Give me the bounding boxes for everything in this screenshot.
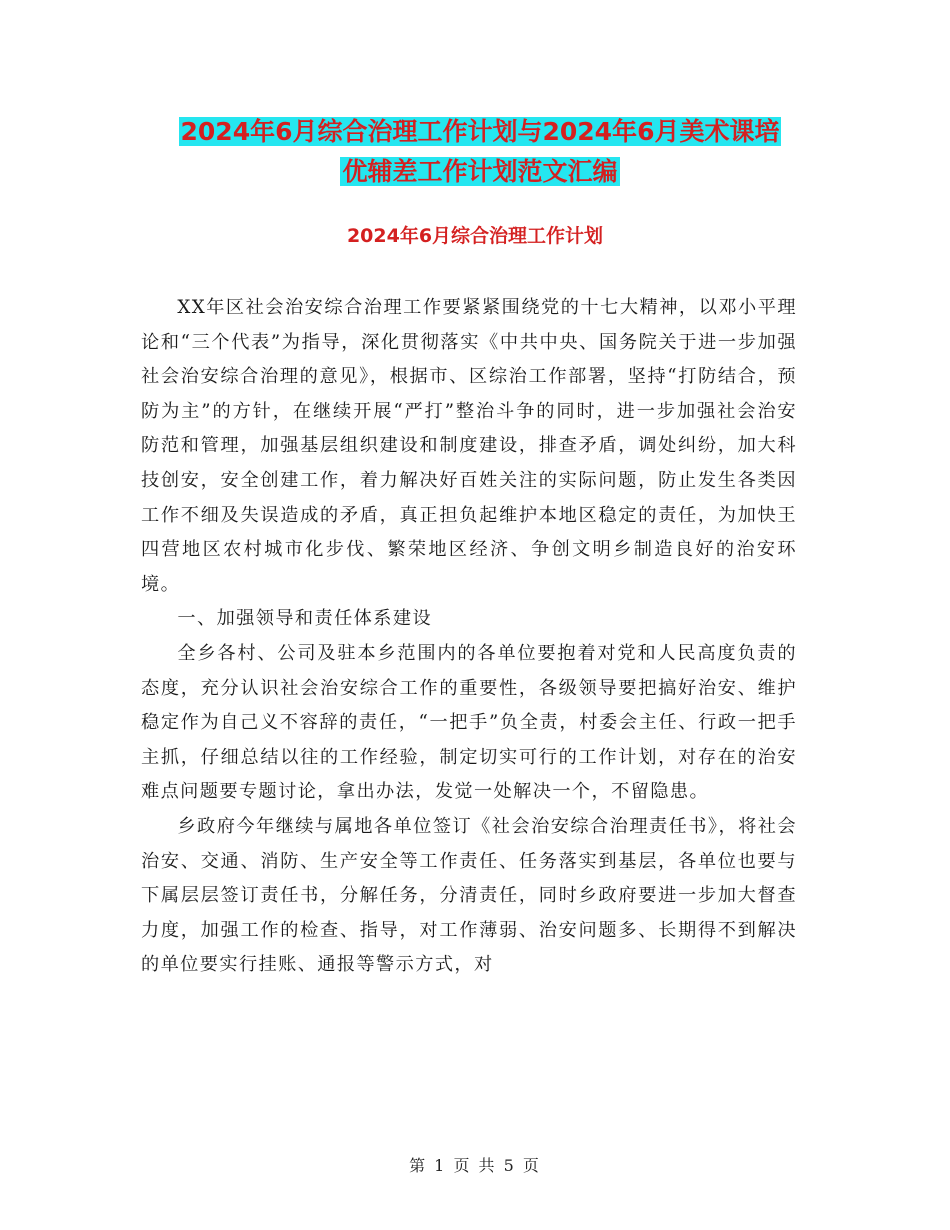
- paragraph: XX年区社会治安综合治理工作要紧紧围绕党的十七大精神，以邓小平理论和“三个代表”为指导，深化贯彻落实《中共中央、国务院关于进一步加强社会治安综合治理的意见》，根据市、区综治工作部署，坚持“打防结合，预防为主”的方针，在继续开展“严打”整治斗争的同时，进一步加强社会治安防范和管理，加强基层组织建设和制度建设，排查矛盾，调处纠纷，加大科技创安，安全创建工作，着力解决好百姓关注的实际问题，防止发生各类因工作不细及失误造成的矛盾，真正担负起维护本地区稳定的责任，为加快王四营地区农村城市化步伐、繁荣地区经济、争创文明乡制造良好的治安环境。: [141, 297, 797, 595]
- paragraph: 乡政府今年继续与属地各单位签订《社会治安综合治理责任书》，将社会治安、交通、消防、生产安全等工作责任、任务落实到基层，各单位也要与下属层层签订责任书，分解任务，分清责任，同时乡政府要进一步加大督查力度，加强工作的检查、指导，对工作薄弱、治安问题多、长期得不到解决的单位要实行挂账、通报等警示方式，对: [141, 815, 797, 976]
- paragraph: 一、加强领导和责任体系建设: [177, 608, 433, 630]
- page-footer: 第 1 页 共 5 页: [409, 1156, 541, 1175]
- section-title: 2024年6月综合治理工作计划: [346, 225, 604, 247]
- document-body: [141, 291, 797, 983]
- document-title: [140, 112, 820, 192]
- paragraph: 全乡各村、公司及驻本乡范围内的各单位要抱着对党和人民高度负责的态度，充分认识社会治安综合工作的重要性，各级领导要把搞好治安、维护稳定作为自己义不容辞的责任，“一把手”负全责，村委会主任、行政一把手主抓，仔细总结以往的工作经验，制定切实可行的工作计划，对存在的治安难点问题要专题讨论，拿出办法，发觉一处解决一个，不留隐患。: [141, 642, 797, 803]
- title-line-1: 2024年6月综合治理工作计划与2024年6月美术课培: [180, 117, 780, 146]
- title-line-2: 优辅差工作计划范文汇编: [342, 157, 618, 186]
